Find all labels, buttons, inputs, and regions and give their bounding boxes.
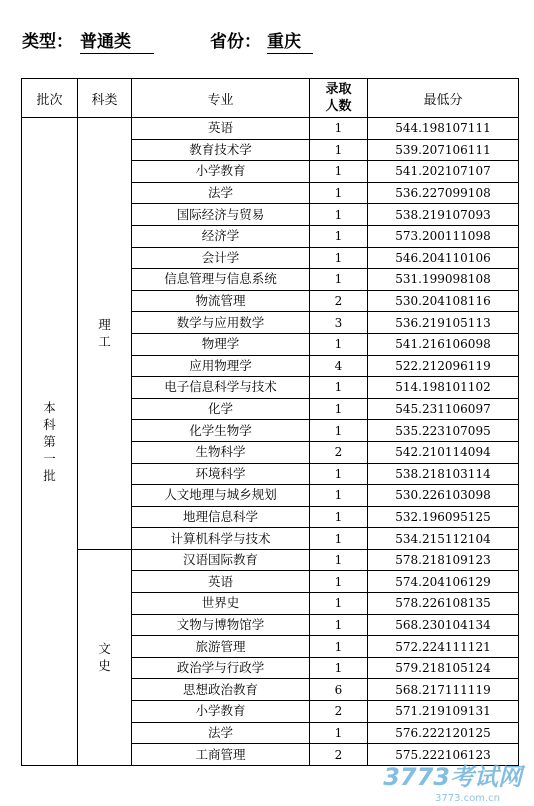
min-score-cell: 530.226103098 bbox=[368, 485, 519, 507]
admitted-count-cell: 1 bbox=[310, 722, 368, 744]
admission-table bbox=[21, 78, 519, 766]
min-score-cell: 536.227099108 bbox=[368, 182, 519, 204]
min-score-cell: 530.204108116 bbox=[368, 290, 519, 312]
watermark-url: 3773.com.cn bbox=[435, 793, 500, 804]
min-score-cell: 578.226108135 bbox=[368, 593, 519, 615]
min-score-cell: 538.218103114 bbox=[368, 463, 519, 485]
admitted-count-cell: 1 bbox=[310, 593, 368, 615]
category-cell: 文史 bbox=[78, 549, 132, 765]
table-header-row bbox=[22, 79, 519, 118]
major-cell: 化学 bbox=[132, 398, 310, 420]
admitted-count-cell: 4 bbox=[310, 355, 368, 377]
column-header-admitted: 录取人数 bbox=[310, 79, 368, 118]
type-label: 类型： bbox=[22, 32, 73, 52]
admitted-count-cell: 1 bbox=[310, 182, 368, 204]
admitted-count-cell: 3 bbox=[310, 312, 368, 334]
major-cell: 人文地理与城乡规划 bbox=[132, 485, 310, 507]
major-cell: 应用物理学 bbox=[132, 355, 310, 377]
major-cell: 法学 bbox=[132, 182, 310, 204]
major-cell: 工商管理 bbox=[132, 744, 310, 766]
major-cell: 文物与博物馆学 bbox=[132, 614, 310, 636]
type-value: 普通类 bbox=[80, 27, 154, 54]
admitted-count-cell: 1 bbox=[310, 333, 368, 355]
min-score-cell: 574.204106129 bbox=[368, 571, 519, 593]
admitted-count-cell: 1 bbox=[310, 528, 368, 550]
min-score-cell: 531.199098108 bbox=[368, 269, 519, 291]
table-row bbox=[22, 549, 519, 571]
major-cell: 国际经济与贸易 bbox=[132, 204, 310, 226]
min-score-cell: 536.219105113 bbox=[368, 312, 519, 334]
admitted-count-cell: 1 bbox=[310, 225, 368, 247]
major-cell: 汉语国际教育 bbox=[132, 549, 310, 571]
min-score-cell: 579.218105124 bbox=[368, 657, 519, 679]
min-score-cell: 568.230104134 bbox=[368, 614, 519, 636]
admitted-count-cell: 1 bbox=[310, 549, 368, 571]
min-score-cell: 546.204110106 bbox=[368, 247, 519, 269]
major-cell: 教育技术学 bbox=[132, 139, 310, 161]
min-score-cell: 534.215112104 bbox=[368, 528, 519, 550]
major-cell: 旅游管理 bbox=[132, 636, 310, 658]
major-cell: 小学教育 bbox=[132, 161, 310, 183]
major-cell: 小学教育 bbox=[132, 701, 310, 723]
min-score-cell: 544.198107111 bbox=[368, 118, 519, 140]
admitted-count-cell: 2 bbox=[310, 290, 368, 312]
min-score-cell: 542.210114094 bbox=[368, 441, 519, 463]
province-label: 省份： bbox=[210, 32, 261, 52]
column-header-batch: 批次 bbox=[22, 79, 78, 118]
admitted-count-cell: 1 bbox=[310, 420, 368, 442]
major-cell: 物流管理 bbox=[132, 290, 310, 312]
watermark-logo: 3773考试网 bbox=[383, 763, 522, 791]
min-score-cell: 571.219109131 bbox=[368, 701, 519, 723]
major-cell: 经济学 bbox=[132, 225, 310, 247]
table-body bbox=[22, 118, 519, 766]
admitted-count-cell: 1 bbox=[310, 161, 368, 183]
min-score-cell: 532.196095125 bbox=[368, 506, 519, 528]
min-score-cell: 545.231106097 bbox=[368, 398, 519, 420]
major-cell: 世界史 bbox=[132, 593, 310, 615]
major-cell: 政治学与行政学 bbox=[132, 657, 310, 679]
batch-cell: 本科第一批 bbox=[22, 118, 78, 766]
min-score-cell: 538.219107093 bbox=[368, 204, 519, 226]
province-value: 重庆 bbox=[267, 27, 313, 54]
min-score-cell: 535.223107095 bbox=[368, 420, 519, 442]
category-cell: 理工 bbox=[78, 118, 132, 550]
min-score-cell: 575.222106123 bbox=[368, 744, 519, 766]
major-cell: 英语 bbox=[132, 118, 310, 140]
major-cell: 信息管理与信息系统 bbox=[132, 269, 310, 291]
min-score-cell: 572.224111121 bbox=[368, 636, 519, 658]
admitted-count-cell: 2 bbox=[310, 701, 368, 723]
major-cell: 化学生物学 bbox=[132, 420, 310, 442]
table-row bbox=[22, 118, 519, 140]
min-score-cell: 576.222120125 bbox=[368, 722, 519, 744]
major-cell: 环境科学 bbox=[132, 463, 310, 485]
min-score-cell: 568.217111119 bbox=[368, 679, 519, 701]
major-cell: 会计学 bbox=[132, 247, 310, 269]
min-score-cell: 522.212096119 bbox=[368, 355, 519, 377]
column-header-category: 科类 bbox=[78, 79, 132, 118]
admitted-count-cell: 1 bbox=[310, 398, 368, 420]
major-cell: 法学 bbox=[132, 722, 310, 744]
major-cell: 物理学 bbox=[132, 333, 310, 355]
min-score-cell: 578.218109123 bbox=[368, 549, 519, 571]
admitted-count-cell: 1 bbox=[310, 247, 368, 269]
major-cell: 数学与应用数学 bbox=[132, 312, 310, 334]
major-cell: 生物科学 bbox=[132, 441, 310, 463]
admitted-count-cell: 1 bbox=[310, 614, 368, 636]
admitted-count-cell: 1 bbox=[310, 657, 368, 679]
admitted-count-cell: 1 bbox=[310, 118, 368, 140]
admitted-count-cell: 1 bbox=[310, 485, 368, 507]
admitted-count-cell: 1 bbox=[310, 204, 368, 226]
min-score-cell: 541.216106098 bbox=[368, 333, 519, 355]
min-score-cell: 514.198101102 bbox=[368, 377, 519, 399]
column-header-min-score: 最低分 bbox=[368, 79, 519, 118]
admitted-count-cell: 1 bbox=[310, 506, 368, 528]
admitted-count-cell: 6 bbox=[310, 679, 368, 701]
admitted-count-cell: 1 bbox=[310, 571, 368, 593]
admitted-count-cell: 1 bbox=[310, 139, 368, 161]
major-cell: 地理信息科学 bbox=[132, 506, 310, 528]
min-score-cell: 539.207106111 bbox=[368, 139, 519, 161]
min-score-cell: 541.202107107 bbox=[368, 161, 519, 183]
min-score-cell: 573.200111098 bbox=[368, 225, 519, 247]
admitted-count-cell: 1 bbox=[310, 463, 368, 485]
column-header-major: 专业 bbox=[132, 79, 310, 118]
major-cell: 思想政治教育 bbox=[132, 679, 310, 701]
admitted-count-cell: 1 bbox=[310, 636, 368, 658]
admitted-count-cell: 1 bbox=[310, 377, 368, 399]
admitted-count-cell: 2 bbox=[310, 441, 368, 463]
major-cell: 英语 bbox=[132, 571, 310, 593]
admitted-count-cell: 1 bbox=[310, 269, 368, 291]
major-cell: 计算机科学与技术 bbox=[132, 528, 310, 550]
admitted-count-cell: 2 bbox=[310, 744, 368, 766]
major-cell: 电子信息科学与技术 bbox=[132, 377, 310, 399]
